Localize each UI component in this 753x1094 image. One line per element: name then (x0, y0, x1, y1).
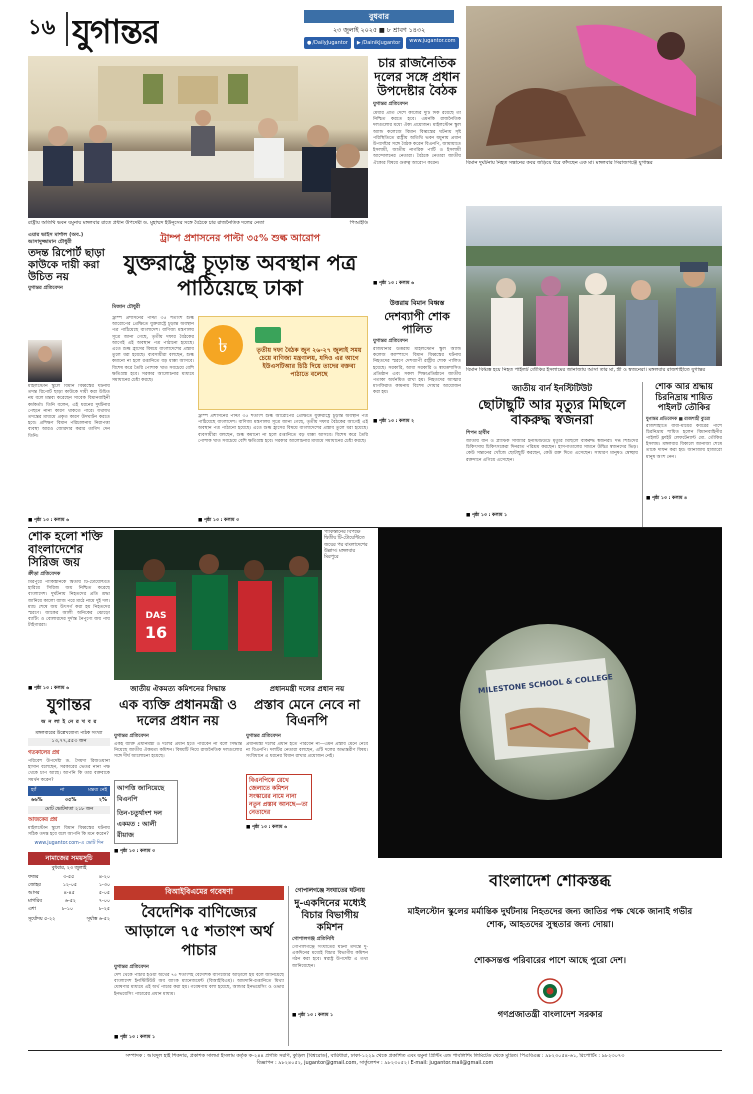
funeral-caption (466, 367, 722, 381)
cricket-byline: ক্রীড়া প্রতিবেদক (28, 571, 61, 577)
burn-headline[interactable]: ছোটাছুটি আর মৃত্যুর মিছিলে বাকরুদ্ধ স্বজনরা (478, 398, 626, 428)
masthead-logo[interactable]: যুগান্তর (72, 12, 160, 51)
money-story (114, 886, 284, 1046)
poll-site[interactable]: www.jugantor.com-এ ভোট দিন (34, 841, 104, 847)
mourning-byline: যুগান্তর প্রতিবেদন (373, 338, 408, 344)
prayer-date: বুধবার, ২৩ জুলাই (51, 866, 87, 872)
pilot-byline: যুগান্তর প্রতিবেদক ■ রাজশাহী ব্যুরো (646, 416, 711, 422)
money-stack-icon (255, 327, 281, 343)
cricket-illustration (114, 530, 322, 680)
pilot-story (642, 382, 722, 528)
prayer-start: ৮-১০ (61, 907, 73, 913)
tariff-story (112, 232, 368, 524)
mourning-body: রাজধানীর উত্তরায় মাইলস্টোন স্কুল অ্যান্ড কলেজ ক্যাম্পাসে বিমান বিধ্বস্তের ঘটনায় নিহতদের স্মরণে দেশব্যাপী রাষ্ট্রীয় শোক পালিত হয়েছে। সরকারি, আধা সরকারি ও স্বায়ত্তশাসিত প্রতিষ্ঠান এবং সকল শিক্ষাপ্রতিষ্ঠানে জাতীয় পতাকা অর্ধনমিত রাখা হয়। নিহতদের আত্মার মাগফিরাত কামনায় বিশেষ দোয়ার আয়োজন করা হয়। (373, 347, 461, 396)
lead-byline: যুগান্তর প্রতিবেদন (373, 101, 408, 107)
pilot-continue[interactable]: ■ পৃষ্ঠা ১৩ : কলাম ৪ (646, 495, 688, 501)
burn-kicker: জাতীয় বার্ন ইনস্টিটিউট (511, 384, 593, 394)
facebook-icon: ● (307, 40, 312, 46)
footer (28, 1053, 722, 1083)
inquiry-body: মাইলস্টোন স্কুলে বিমান বিধ্বস্তের ঘটনায় তদন্ত রিপোর্ট ছাড়া কাউকে দায়ী করা উচিত নয় বলে মন্তব্য করেছেন সাবেক বিমানবাহিনী কর্মকর্তা। তিনি বলেন, এই ধরনের দুর্ঘটনার পেছনে নানা কারণ থাকতে পারে। যথাযথ তদন্তের মাধ্যমে প্রকৃত কারণ উদঘাটন করতে হবে। প্রশিক্ষণ বিমান পরিচালনায় নিরাপত্তা ব্যবস্থা আরও জোরদার করার তাগিদ দেন তিনি। (28, 384, 110, 439)
caption-credit: যুগান্তর (691, 367, 706, 373)
sidebar-logo: যুগান্তর (46, 695, 92, 714)
social-facebook[interactable] (304, 37, 351, 49)
money-byline: যুগান্তর প্রতিবেদন (114, 964, 149, 970)
bnp-headline[interactable]: প্রস্তাব মেনে নেবে না বিএনপি (253, 698, 361, 729)
funeral-illustration (466, 206, 722, 366)
page-number: ১৬ (28, 14, 56, 39)
bnp-body: প্রধানমন্ত্রী দলের প্রধান হতে পারবেন না—এমন প্রস্তাব মেনে নেবে না বিএনপি। দলটির নেতারা বলছেন, এটি দলের অভ্যন্তরীণ বিষয়। সংবিধানে এ ধরনের বিধান রাখার প্রয়োজন নেই। (246, 742, 368, 760)
masthead-divider (66, 12, 68, 46)
court-continue[interactable]: ■ পৃষ্ঠা ১৩ : কলাম ১ (292, 1013, 334, 1018)
day-label: বুধবার (304, 10, 454, 23)
cricket-story (28, 530, 110, 690)
caption-credit: পিআইডি (349, 220, 368, 226)
lead-body: মেধার প্রতি দেশে কাজের দুটি দিক রয়েছে তা নিশ্চিত করতে হবে। এমনকি রাজনৈতিক দলগুলোর মধ্যে ঐক্য প্রয়োজন। মাইলস্টোন স্কুল অ্যান্ড কলেজে বিমান বিধ্বস্তের ঘটনায় সৃষ্ট পরিস্থিতিতে রাষ্ট্রীয় অতিথি ভবন যমুনায় প্রধান উপদেষ্টার সঙ্গে বৈঠক করেন বিএনপি, জামায়াতে ইসলামী, জাতীয় নাগরিক পার্টি ও ইসলামী আন্দোলনের নেতারা। বৈঠকে নেতারা জাতীয় ঐক্যের বিষয়ে গুরুত্ব আরোপ করেন। (373, 111, 461, 166)
lead-continue[interactable]: ■ পৃষ্ঠা ১৩ : কলাম ৬ (373, 281, 415, 286)
caption-text: রাষ্ট্রীয় অতিথি ভবন যমুনায় মঙ্গলবার রাতে প্রধান উপদেষ্টা ড. মুহাম্মদ ইউনূসের সঙ্গে বৈঠকে চার রাজনৈতিক দলের নেতা (28, 220, 265, 226)
prayer-jamaat: ৮-২৫ (98, 907, 110, 913)
bnp-story (246, 684, 368, 884)
sidebar-online: অ ন লা ই নে র খ ব র (41, 719, 97, 725)
inquiry-story (28, 232, 110, 524)
poll-results (28, 786, 110, 796)
inquiry-byline: যুগান্তর প্রতিবেদন (28, 285, 63, 291)
consensus-quote-2: তিন-চতুর্থাংশ দল একমত : আলী রীয়াজ (117, 809, 162, 839)
grieving-caption (466, 160, 722, 174)
pilot-headline[interactable]: শোক আর শ্রদ্ধায় চিরনিদ্রায় শায়িত পাইলট তৌকির (655, 382, 713, 413)
money-continue[interactable]: ■ পৃষ্ঠা ১৩ : কলাম ১ (114, 1035, 156, 1040)
consensus-kicker: জাতীয় ঐকমত্য কমিশনের সিদ্ধান্ত (130, 684, 226, 693)
prayer-name: জোহর (28, 883, 41, 889)
prayer-start: ৩-৫৫ (63, 875, 75, 881)
prayer-name: এশা (28, 907, 36, 913)
vote-label-no: না (60, 787, 65, 793)
vote-label-yes: হ্যাঁ (31, 787, 37, 793)
portrait-head (38, 346, 52, 362)
cricket-body: মিরপুরে পাকিস্তানকে দ্বিতীয় টি-টোয়েন্টিতে হারিয়ে সিরিজ জয় নিশ্চিত করেছে বাংলাদেশ। দুর্ঘটনায় নিহতদের প্রতি শ্রদ্ধা জানিয়ে কালো ব্যাজ পরে মাঠে নামে দুই দল। ম্যাচ শেষে জয় উৎসর্গ করা হয় নিহতদের স্মরণে। জাকের আলী অনিকের ঝোড়ো ব্যাটিং ও বোলারদের দুর্দান্ত নৈপুণ্যে জয় পায় টাইগাররা। (28, 580, 110, 629)
sunrise: সূর্যোদয় ৫-২২ (28, 917, 56, 923)
consensus-headline[interactable]: এক ব্যক্তি প্রধানমন্ত্রী ও দলের প্রধান নয় (119, 698, 237, 729)
footer-line-1: সম্পাদক : আবদুল হাই শিকদার, প্রকাশক সালমা ইসলাম কর্তৃক ক-২৪৪ প্রগতি সরণি, কুড়িল (বিশ্বরোড), বারিধারা, ঢাকা-১২২৯ থেকে প্রকাশিত এবং যমুনা প্রিন্টিং এন্ড পাবলিশিং লিমিটেড থেকে মুদ্রিত। পিএবিএক্স : ৯৮২৩০৫৪-৬১, রিপোর্টিং : ৯৮২৩০৭৩ (125, 1053, 625, 1059)
inset-text: তৃতীয় দফা বৈঠক জুন ২৬-২৭ জুলাই সময় চেয়ে বাণিজ্য মন্ত্রণালয়, যদিও এর আগে ইউএসটিআর চিঠি দিয়ে তাদের বক্তব্য পাঠাতে বলেছে (256, 347, 362, 378)
consensus-quote-1: আপত্তি জানিয়েছে বিএনপি (117, 784, 165, 803)
consensus-story (114, 684, 242, 884)
prayer-start: ১২-০৫ (62, 883, 77, 889)
jersey-name: DAS (145, 611, 167, 621)
sun-times (28, 916, 110, 924)
mourning-headline[interactable]: দেশব্যাপী শোক পালিত (384, 310, 450, 336)
prayer-name: ফজর (28, 875, 39, 881)
inquiry-names: এয়ার ভাইস মার্শাল (অব.) আসাদুজ্জামান চৌধুরী (28, 232, 84, 245)
pilot-body: রাজশাহীতে বাবা-মায়ের কবরের পাশে চিরনিদ্রায় শায়িত হলেন বিমানবাহিনীর পাইলট ফ্লাইট লেফটেন্যান্ট মো. তৌকির ইসলাম। মঙ্গলবার বিকালে জানাজা শেষে তাকে দাফন করা হয়। জানাজায় হাজারো মানুষ অংশ নেন। (646, 423, 722, 460)
meeting-illustration (28, 56, 368, 218)
prayer-jamaat: ৭-০০ (98, 899, 110, 905)
lead-headline[interactable]: চার রাজনৈতিক দলের সঙ্গে প্রধান উপদেষ্টার বৈঠক (374, 56, 460, 98)
prayer-start: ৪-৪৫ (63, 891, 75, 897)
date-label: ২৩ জুলাই ২০২৫ ■ ৮ শ্রাবণ ১৪৩২ (332, 27, 426, 34)
grieving-photo (466, 6, 722, 159)
burn-continue[interactable]: ■ পৃষ্ঠা ১৩ : কলাম ১ (466, 513, 508, 518)
sidebar-count: ১৩,৭৭,৫৫৩ জন (28, 738, 110, 746)
ad-white-panel (378, 858, 722, 1044)
court-kicker: গোপালগঞ্জে সংঘাতের ঘটনায় (295, 888, 365, 894)
caption-credit: যুগান্তর (638, 160, 653, 166)
ad-line-1: মাইলস্টোন স্কুলের মর্মান্তিক দুর্ঘটনায় নিহতদের জন্য জাতির পক্ষ থেকে জানাই গভীর শোক, আহতদের সুস্থতার জন্য দোয়া। (407, 907, 693, 930)
grieving-illustration (466, 6, 722, 159)
bnp-byline: যুগান্তর প্রতিবেদন (246, 733, 281, 739)
ad-photo-circle (460, 624, 636, 800)
money-headline[interactable]: বৈদেশিক বাণিজ্যের আড়ালে ৭৫ শতাংশ অর্থ পাচার (125, 903, 273, 959)
bnp-continue[interactable]: ■ পৃষ্ঠা ১৩ : কলাম ৬ (246, 825, 288, 830)
court-story (288, 886, 368, 1046)
prayer-row (28, 890, 110, 898)
inquiry-headline[interactable]: তদন্ত রিপোর্ট ছাড়া কাউকে দায়ী করা উচিত নয় (28, 247, 105, 283)
tariff-byline: মিজান চৌধুরী (112, 304, 140, 310)
ad-title: বাংলাদেশ শোকস্তব্ধ (489, 871, 611, 890)
cricket-continue[interactable]: ■ পৃষ্ঠা ১৩ : কলাম ৬ (28, 686, 70, 690)
lead-photo (28, 56, 368, 218)
social-youtube[interactable] (354, 37, 403, 49)
tariff-kicker: ট্রাম্প প্রশাসনের পাল্টা ৩৫% শুল্ক আরোপ (160, 233, 320, 244)
consensus-quote-box (114, 780, 178, 844)
poll-yesterday-head: গতকালের প্রশ্ন (28, 750, 60, 756)
poll-total: মোট ভোটদাতা ২১৮ জন (28, 806, 110, 814)
youtube-icon: ▶ (356, 40, 361, 46)
tariff-headline[interactable]: যুক্তরাষ্ট্রে চূড়ান্ত অবস্থান পত্র পাঠিয়েছে ঢাকা (123, 250, 357, 300)
prayer-row (28, 874, 110, 882)
prayer-name: আসর (28, 891, 40, 897)
lead-story (373, 56, 461, 296)
footer-line-2: বিজ্ঞাপন : ৯৮২৪০৫২, jugantor@gmail.com, সার্কুলেশন : ৯৮২৩০৫২। E-mail: jugantor.mail@gmail.com (256, 1060, 494, 1066)
lead-photo-caption (28, 220, 368, 228)
vote-value-none: ২% (98, 796, 107, 803)
vote-label-none: মন্তব্য নেই (88, 787, 107, 793)
court-byline: গোপালগঞ্জ প্রতিনিধি (292, 936, 335, 942)
taka-coin-icon (201, 321, 251, 371)
cricket-side-caption: পাকিস্তানের বিপক্ষে দ্বিতীয় টি-টোয়েন্টিতে জয়ের পর বাংলাদেশের উল্লাস। মঙ্গলবার মিরপুরে (324, 530, 368, 561)
cricket-headline[interactable]: শোক হলো শক্তি বাংলাদেশের সিরিজ জয় (28, 530, 103, 569)
prayer-jamaat: ৫-০৫ (98, 891, 110, 897)
burn-body: জাতীয় বার্ন ও প্লাস্টিক সার্জারি ইনস্টিটিউটে মৃত্যুর মিছিলে বাকরুদ্ধ স্বজনরা। দগ্ধ শিশুদের চিকিৎসায় চিকিৎসকেরা দিনরাত পরিশ্রম করছেন। হাসপাতালের সামনে উদ্বিগ্ন স্বজনদের ভিড়। কেউ সন্তানের খোঁজে ছোটাছুটি করছেন, কেউ রক্ত দিতে এসেছেন। সাধারণ মানুষও স্বেচ্ছায় রক্তদানে এগিয়ে এসেছেন। (466, 439, 638, 463)
masthead (28, 6, 460, 56)
social-website[interactable]: www.jugantor.com (406, 37, 458, 49)
poll-values (28, 796, 110, 806)
bnp-quote-box: বিএনপিকে রেখে জেলাতে কমিশন সংস্কারের নামে নানা নতুন প্রস্তাব আনছে—তা নেতাদের (246, 774, 312, 820)
prayer-title: নামাজের সময়সূচি (28, 852, 110, 865)
mourning-story (373, 298, 461, 426)
government-seal-icon (537, 978, 563, 1004)
poll-today-head: আজকের প্রশ্ন (28, 816, 58, 823)
prayer-row (28, 882, 110, 890)
jersey-number: 16 (144, 623, 168, 642)
prayer-name: মাগরিব (28, 899, 42, 905)
burn-byline: শিপন হাবীব (466, 430, 490, 436)
consensus-byline: যুগান্তর প্রতিবেদন (114, 733, 149, 739)
prayer-table (28, 874, 110, 914)
sidebar (28, 692, 110, 1042)
prayer-row (28, 898, 110, 906)
mourning-continue[interactable]: ■ পৃষ্ঠা ১৩ : কলাম ২ (373, 419, 415, 424)
money-body: দেশ থেকে পাচার হওয়া অর্থের ৭৫ শতাংশই বৈদেশিক বাণিজ্যের আড়ালে হয় বলে জানিয়েছে বাংলাদেশ ইনস্টিটিউট অব ব্যাংক ম্যানেজমেন্ট (বিআইবিএম)। আমদানি-রপ্তানিতে মিথ্যা ঘোষণার মাধ্যমে এই অর্থ পাচার করা হয়। গবেষণায় বলা হয়েছে, আন্ডার ইনভয়েসিং ও ওভার ইনভয়েসিং পাচারের প্রধান মাধ্যম। (114, 973, 284, 997)
funeral-photo (466, 206, 722, 366)
court-body: গোপালগঞ্জে সংঘাতের ঘটনা তদন্তে দু-একদিনের মধ্যেই বিচার বিভাগীয় কমিশন গঠন করা হবে। স্বরাষ্ট্র উপদেষ্টা এ তথ্য জানিয়েছেন। (292, 945, 368, 969)
vote-value-no: ৩৫% (64, 796, 77, 803)
tariff-body-2: ট্রাম্প প্রশাসনের পাল্টা ৩৫ শতাংশ শুল্ক আরোপের প্রেক্ষিতে যুক্তরাষ্ট্রে চূড়ান্ত অবস্থান পত্র পাঠিয়েছে বাংলাদেশ। বাণিজ্য মন্ত্রণালয় সূত্রে জানা গেছে, তৃতীয় দফার বৈঠকের আগেই এই অবস্থান পত্র পাঠানো হয়েছে। এতে শুল্ক হ্রাসের বিষয়ে বাংলাদেশের প্রস্তাব তুলে ধরা হয়েছে। ব্যবসায়ীরা বলছেন, শুল্ক কমানো না হলে রপ্তানিতে বড় ধাক্কা আসবে। বিশেষ করে তৈরি পোশাক খাত সবচেয়ে বেশি ক্ষতিগ্রস্ত হবে। সরকার আলোচনার মাধ্যমে সমাধানের চেষ্টা করছে। (198, 414, 368, 444)
ad-line-2: শোকসন্তপ্ত পরিবারের পাশে আছে পুরো দেশ। (473, 956, 627, 966)
cricket-photo (114, 530, 322, 680)
burn-story (466, 382, 638, 528)
tariff-continue[interactable]: ■ পৃষ্ঠা ১৩ : কলাম ৩ (198, 518, 240, 523)
footer-rule (28, 1050, 722, 1051)
poll-today-question: মাইলস্টোন স্কুলে বিমান বিধ্বস্তের ঘটনায় সঠিক তদন্ত হবে বলে আপনি কি মনে করেন? (28, 825, 110, 838)
school-sign-text: MILESTONE SCHOOL & COLLEGE (477, 672, 614, 696)
prayer-row (28, 906, 110, 914)
mourning-ad (378, 528, 722, 1044)
caption-text: বিমান বিধ্বস্ত হয়ে নিহত পাইলট তৌকির ইসলামের জানাজায় আসা তার মা, স্ত্রী ও স্বজনেরা। মঙ্গলবার রাজশাহীতে (466, 367, 690, 373)
prayer-jamaat: ১-৩০ (98, 883, 110, 889)
sidebar-sub: মঙ্গলবারের উল্লেখযোগ্য পাঠক সংখ্যা (35, 731, 103, 736)
school-sign-illustration (460, 624, 636, 800)
prayer-start: ৬-৫২ (64, 899, 76, 905)
svg-text:৳: ৳ (218, 333, 228, 357)
tariff-body: ট্রাম্প প্রশাসনের পাল্টা ৩৫ শতাংশ শুল্ক আরোপের প্রেক্ষিতে যুক্তরাষ্ট্রে চূড়ান্ত অবস্থান পত্র পাঠিয়েছে বাংলাদেশ। বাণিজ্য মন্ত্রণালয় সূত্রে জানা গেছে, তৃতীয় দফার বৈঠকের আগেই এই অবস্থান পত্র পাঠানো হয়েছে। এতে শুল্ক হ্রাসের বিষয়ে বাংলাদেশের প্রস্তাব তুলে ধরা হয়েছে। ব্যবসায়ীরা বলছেন, শুল্ক কমানো না হলে রপ্তানিতে বড় ধাক্কা আসবে। বিশেষ করে তৈরি পোশাক খাত সবচেয়ে বেশি ক্ষতিগ্রস্ত হবে। সরকার আলোচনার মাধ্যমে সমাধানের চেষ্টা করছে। (112, 316, 194, 384)
tariff-inset (198, 316, 368, 410)
consensus-body: একই ব্যক্তি প্রধানমন্ত্রী ও দলের প্রধান হতে পারবেন না বলে সিদ্ধান্ত নিয়েছে জাতীয় ঐকমত্য কমিশন। বিষয়টি নিয়ে রাজনৈতিক দলগুলোর সঙ্গে দীর্ঘ আলোচনা হয়েছে। (114, 742, 242, 760)
social-youtube-label: /DainikJugantor (361, 40, 401, 46)
bnp-kicker: প্রধানমন্ত্রী দলের প্রধান নয় (269, 684, 345, 693)
money-kicker: বিআইবিএমের গবেষণা (114, 886, 284, 900)
inquiry-portrait (28, 340, 62, 382)
mourning-kicker: উত্তরায় বিমান বিধ্বস্ত (389, 299, 445, 307)
social-links (304, 37, 460, 49)
poll-yesterday-question: পরিবেশ উপদেষ্টা ড. সৈয়দা রিজওয়ানা হাসান বলেছেন, সরকারের ভেতর নানা পক্ষ থেকে চাপ আছে। আপনি কি তার বক্তব্যকে সমর্থন করেন? (28, 759, 110, 783)
vote-value-yes: ৬৬% (31, 796, 43, 803)
social-facebook-label: /DailyJugantor (312, 40, 348, 46)
court-headline[interactable]: দু-একদিনের মধ্যেই বিচার বিভাগীয় কমিশন (294, 898, 366, 933)
consensus-continue[interactable]: ■ পৃষ্ঠা ১৩ : কলাম ৩ (114, 849, 156, 854)
inquiry-continue[interactable]: ■ পৃষ্ঠা ১৩ : কলাম ৬ (28, 518, 70, 523)
ad-govt: গণপ্রজাতন্ত্রী বাংলাদেশ সরকার (497, 1010, 603, 1020)
sunset: সূর্যাস্ত ৬-৫২ (86, 917, 110, 923)
caption-text: বিমান দুর্ঘটনায় নিহত সন্তানের কবর জড়িয়ে ধরে কাঁদছেন এক মা। মঙ্গলবার সিরাজগঞ্জে (466, 160, 638, 166)
prayer-jamaat: ৪-২০ (98, 875, 110, 881)
